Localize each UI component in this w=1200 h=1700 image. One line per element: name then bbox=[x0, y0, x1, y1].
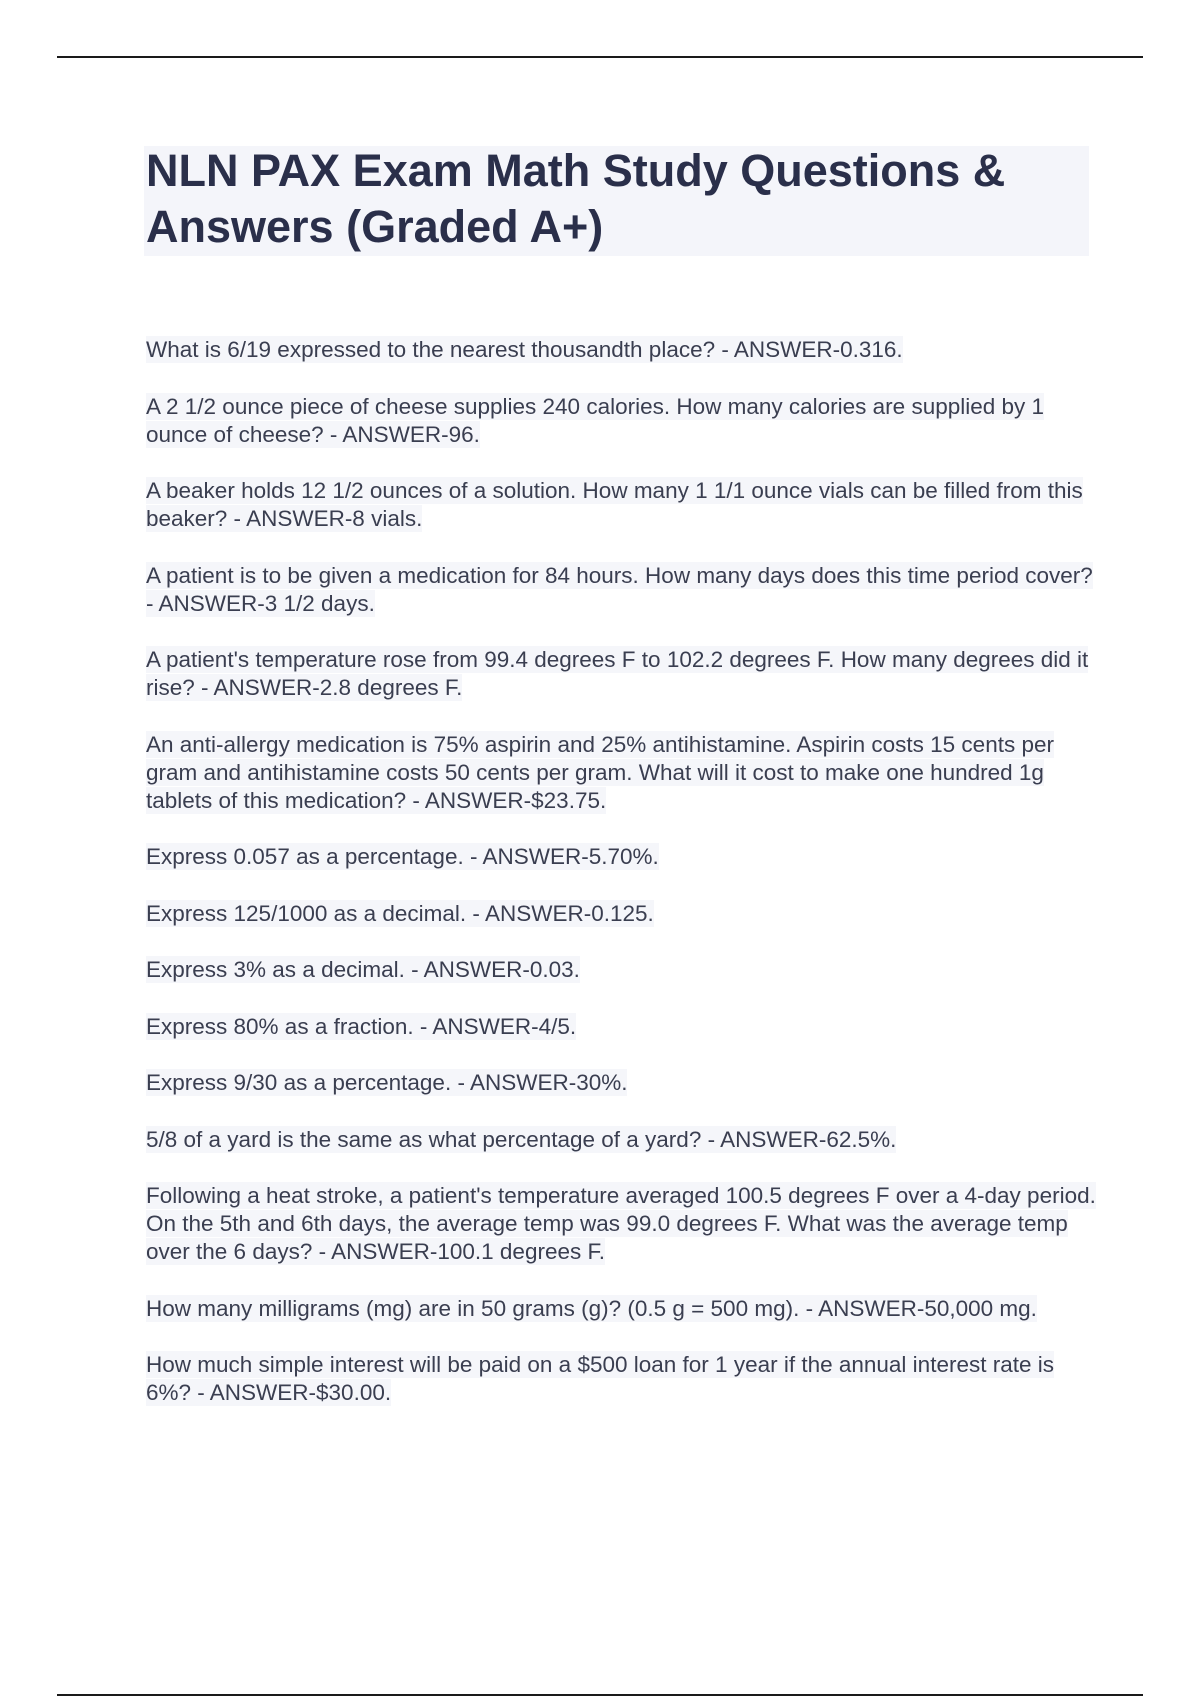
question-item bbox=[146, 646, 1096, 702]
question-text: Express 125/1000 as a decimal. - ANSWER-0.125. bbox=[146, 900, 654, 926]
question-text: A patient's temperature rose from 99.4 degrees F to 102.2 degrees F. How many degrees did it rise? - ANSWER-2.8 degrees F. bbox=[146, 647, 1089, 700]
question-item bbox=[146, 1295, 1096, 1323]
question-text: Express 9/30 as a percentage. - ANSWER-30%. bbox=[146, 1070, 628, 1095]
question-item bbox=[146, 1013, 1096, 1041]
question-text: A 2 1/2 ounce piece of cheese supplies 240 calories. How many calories are supplied by 1 ounce of cheese? - ANSWER-96. bbox=[146, 393, 1045, 447]
question-text: 5/8 of a yard is the same as what percentage of a yard? - ANSWER-62.5%. bbox=[146, 1126, 897, 1152]
question-text: A patient is to be given a medication for 84 hours. How many days does this time period cover? - ANSWER-3 1/2 days. bbox=[146, 562, 1093, 616]
question-item bbox=[146, 956, 1096, 984]
question-text: Express 3% as a decimal. - ANSWER-0.03. bbox=[146, 957, 580, 982]
question-item bbox=[146, 562, 1096, 618]
question-item bbox=[146, 336, 1096, 364]
question-item bbox=[146, 393, 1096, 449]
question-text: How much simple interest will be paid on a $500 loan for 1 year if the annual interest rate is 6%? - ANSWER-$30.00. bbox=[146, 1352, 1054, 1405]
footer-rule bbox=[57, 1694, 1143, 1696]
header-rule bbox=[57, 56, 1143, 58]
question-text: What is 6/19 expressed to the nearest thousandth place? - ANSWER-0.316. bbox=[146, 337, 903, 362]
question-item bbox=[146, 1351, 1096, 1407]
question-list bbox=[146, 336, 1096, 1436]
question-text: An anti-allergy medication is 75% aspirin and 25% antihistamine. Aspirin costs 15 cents per gram and antihistamine costs 50 cents per gram. What will it cost to make one hundred 1g tablets of this medication? - ANSWER-$23.75. bbox=[146, 731, 1054, 813]
question-item bbox=[146, 1069, 1096, 1097]
question-item bbox=[146, 477, 1096, 533]
question-text: How many milligrams (mg) are in 50 grams (g)? (0.5 g = 500 mg). - ANSWER-50,000 mg. bbox=[146, 1295, 1037, 1321]
document-title: NLN PAX Exam Math Study Questions & Answers (Graded A+) bbox=[146, 145, 1006, 252]
question-text: Following a heat stroke, a patient's temperature averaged 100.5 degrees F over a 4-day period. On the 5th and 6th days, the average temp was 99.0 degrees F. What was the average temp over the 6 days? - ANSWER-100.1 degrees F. bbox=[146, 1183, 1096, 1264]
question-text: Express 0.057 as a percentage. - ANSWER-5.70%. bbox=[146, 844, 659, 869]
question-item bbox=[146, 843, 1096, 871]
question-item bbox=[146, 1126, 1096, 1154]
question-text: A beaker holds 12 1/2 ounces of a solution. How many 1 1/1 ounce vials can be filled from this beaker? - ANSWER-8 vials. bbox=[146, 478, 1083, 531]
question-text: Express 80% as a fraction. - ANSWER-4/5. bbox=[146, 1013, 577, 1039]
question-item bbox=[146, 900, 1096, 928]
question-item bbox=[146, 1182, 1096, 1266]
question-item bbox=[146, 731, 1096, 815]
